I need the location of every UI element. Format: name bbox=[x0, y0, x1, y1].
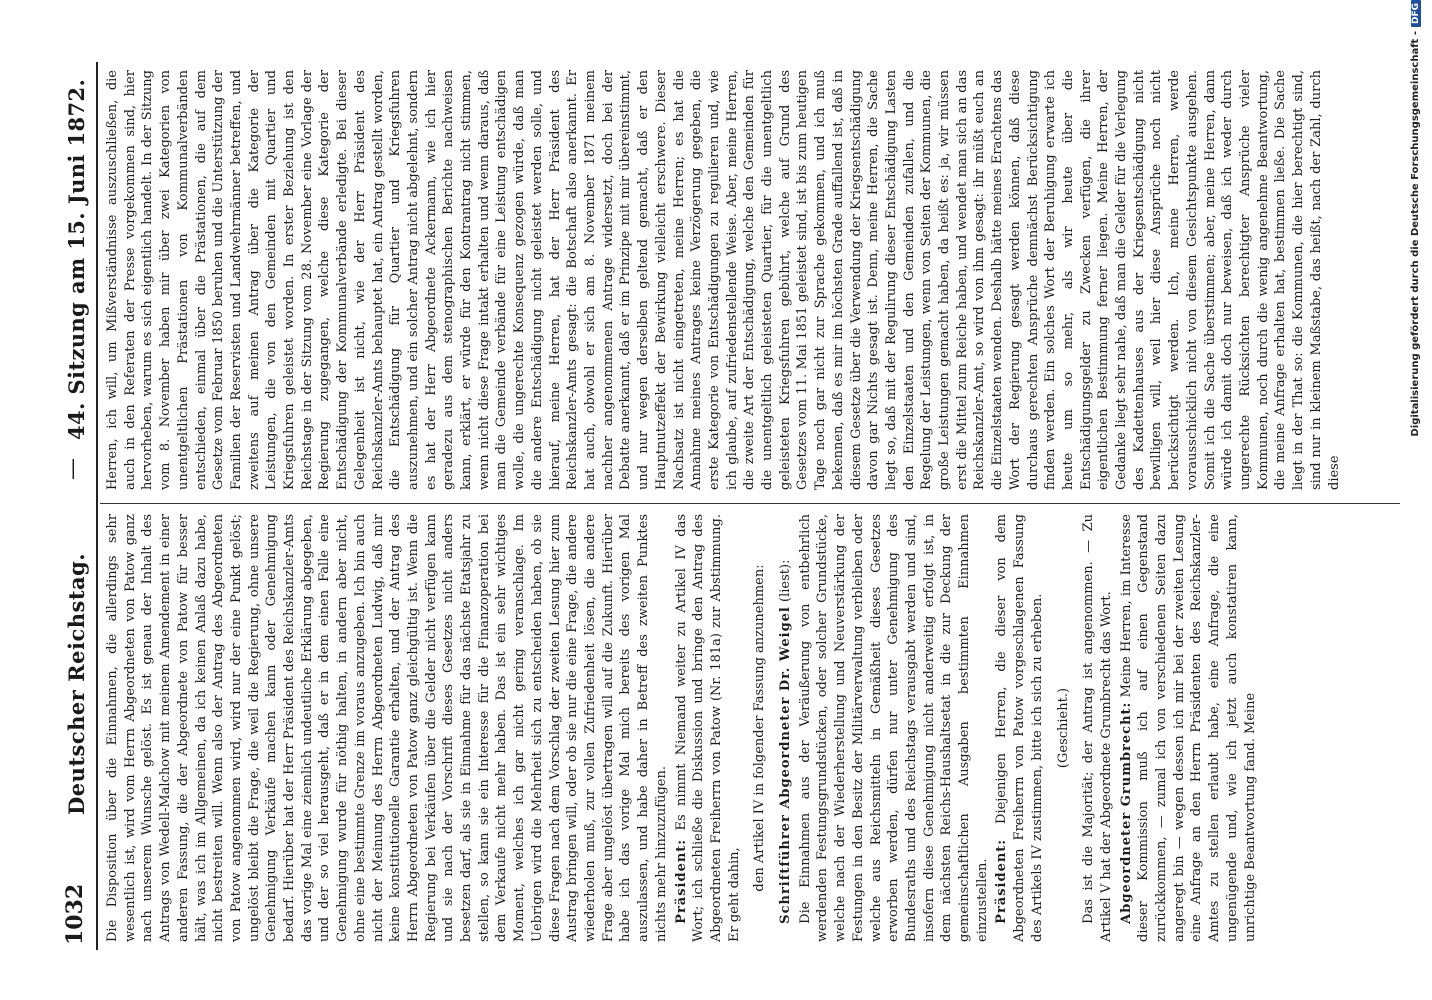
paragraph bbox=[777, 514, 795, 942]
header-dash: — bbox=[60, 458, 85, 480]
running-title-right: 44. Sitzung am 15. Juni 1872. bbox=[64, 78, 89, 440]
paragraph: Das ist die Majorität; der Antrag ist angenommen. — Zu Artikel V hat der Abgeordnete Grumbrecht das Wort. bbox=[1081, 514, 1114, 942]
column-rule bbox=[100, 503, 1400, 504]
speech-text: Diejenigen Herren, die dieser von dem Abgeordneten Freiherrn von Patow vorgeschlagenen Fassung des Artikels IV zustimmen, bitte ich sich zu erheben. bbox=[994, 514, 1045, 942]
speech-text: Meine Herren, im Interesse dieser Kommission muß ich auf einen Gegenstand zurückkommen, — zumal ich von verschiedenen Seiten dazu angeregt bin — wegen dessen ich mir bei der zweiten Lesung eine Anfrage an den Herrn Präsidenten des Reichskanzler-Amtes zu stellen erlaubt habe, eine Anfrage, die eine ungenügende und, wie ich jetzt auch konstatiren kann, unrichtige Beantwortung fand. Meine bbox=[1118, 514, 1258, 942]
stage-direction: (Geschieht.) bbox=[1055, 687, 1071, 769]
header-rule bbox=[96, 62, 98, 950]
right-column bbox=[104, 70, 1345, 490]
dfg-logo: DFG bbox=[1411, 0, 1421, 27]
page-header bbox=[60, 70, 90, 945]
speaker-name: Präsident: bbox=[673, 838, 689, 924]
speaker-name: Abgeordneter Grumbrecht: bbox=[1118, 701, 1134, 924]
paragraph bbox=[673, 514, 744, 942]
speech-text: Es nimmt Niemand weiter zu Artikel IV das Wort; ich schließe die Diskussion und bringe den Antrag des Abgeordneten Freiherrn von Patow (Nr. 181a) zur Abstimmung. Er geht dahin, bbox=[673, 514, 742, 942]
digitization-credit bbox=[1410, 0, 1428, 1000]
paragraph bbox=[1118, 514, 1260, 942]
running-title-left: Deutscher Reichstag. bbox=[64, 552, 89, 815]
speech-text: (liest): bbox=[778, 559, 794, 602]
paragraph: Die Disposition über die Einnahmen, die allerdings sehr wesentlich ist, wird vom Herrn Abgeordneten von Patow ganz nach unserem Wunsche gelöst. Es ist genau der Inhalt des Antrags von Wedell-Malchow mit meinem Amendement in einer anderen Fassung, die der Abgeordnete von Patow für besser hält, was ich im Allgemeinen, da ich keinen Anlaß dazu habe, nicht bestreiten will. Wenn also der Antrag des Abgeordneten von Patow angenommen wird, wird nur der eine Punkt gelöst; ungelöst bleibt die Frage, die weil die Regierung, ohne unsere Genehmigung Verkäufe machen kann oder Genehmigung bedarf. Hierüber hat der Herr Präsident des Reichskanzler-Amts das vorige Mal eine ziemlich undeutliche Erklärung abgegeben, und der so viel herausgeht, daß er in dem einen Falle eine Genehmigung wurde für nöthig halten, in andern aber nicht, ohne eine bestimmte Grenze im voraus anzugeben. Ich bin auch nicht der Meinung des Herrn Abgeordneten Ludwig, daß mir keine konstitutionelle Garantie erhalten, und der Antrag des Herrn Abgeordneten von Patow ganz gleichgültig ist. Wenn die Regierung bei Verkäufen über die Gelder nicht verfügen kann und sie nach der Vorschrift dieses Gesetzes nicht anders besetzen darf, als sie in Einnahme für das nächste Etatsjahr zu stellen, so kann sie ein Interesse für die Finanzoperation bei dem Verkaufe nicht mehr haben. Das ist ein sehr wichtiges Moment, welches ich gar nicht gering veranschlage. Im Uebrigen wird die Mehrheit sich zu entscheiden haben, ob sie diese Fragen nach dem Vorschlag der zweiten Lesung hier zum Austrag bringen will, oder ob sie nur die eine Frage, die andere wiederholen muß, zur vollen Zufriedenheit lösen, die andere Frage aber ungelöst übertragen will auf die Zukunft. Hierüber habe ich das vorige Mal mich bereits des vorigen Mal auszulassen, und habe daher in Betreff des zweiten Punktes nichts mehr hinzuzufügen. bbox=[105, 514, 669, 942]
paragraph: den Artikel IV in folgender Fassung anzunehmen: bbox=[752, 564, 768, 892]
quoted-text: Die Einnahmen aus der Veräußerung von entbehrlich werdenden Festungsgrundstücken, oder solcher Grundstücke, welche nach der Wiederherstellung und Neuverstärkung der Festungen in den Besitz der Militärverwaltung verbleiben oder welche aus Reichsmitteln in Gemäßheit dieses Gesetzes erworben werden, dürfen nur unter Genehmigung des Bundesraths und des Reichstags verausgabt werden und sind, insofern diese Genehmigung nicht anderweitig erfolgt ist, in dem nächsten Reichs-Haushaltsetat in die zur Deckung der gemeinschaftlichen Ausgaben bestimmten Einnahmen einzustellen. bbox=[797, 514, 990, 942]
paragraph: Herren, ich will, um Mißverständnisse auszuschließen, die auch in den Referaten der Presse vorgekommen sind, hier hervorheben, warum es sich eigentlich handelt. In der Sitzung vom 8. November haben mir über zwei Kategorien von unentgeltlichen Prästationen von Kommunalverbänden entschieden, einmal über die Prästationen, die auf dem Gesetze vom Februar 1850 beruhen und die Unterstützung der Familien der Reservisten und Landwehrmänner betreffen, und zweitens auf meinen Antrag über die Kategorie der Leistungen, die von den Gemeinden mit Quartier und Kriegsfuhren geleistet worden. In erster Beziehung ist den Reichstage in der Sitzung vom 28. November eine Vorlage der Regierung zugegangen, welche diese Kategorie der Entschädigung der Kommunalverbände erledigte. Bei dieser Gelegenheit ist nicht, wie der Herr Präsident des Reichskanzler-Amts behauptet hat, ein Antrag gestellt worden, die Entschädigung für Quartier und Kriegsfuhren auszunehmen, und ein solcher Antrag nicht abgelehnt, sondern es hat der Herr Abgeordnete Ackermann, wie ich hier geradezu aus dem stenographischen Berichte nachweisen kann, erklärt, er würde für den Kontrantrag nicht stimmen, wenn nicht diese Frage intakt erhalten und wenn daraus, daß man die Gemeinde verbände für eine Leistung entschädigen wolle, die ungerechte Konsequenz gezogen würde, daß man die andere Entschädigung nicht geleistet werden solle, und hierauf, meine Herren, hat der Herr Präsident des Reichskanzler-Amts gesagt: die Botschaft also anerkannt. Er hat auch, obwohl er sich am 8. November 1871 meinem nachher angenommenen Antrage widersetzt, doch bei der Debatte anerkannt, daß er im Prinzipe mit mir übereinstimmt, und nur wegen derselben geltend gemacht, daß er den Hauptnutzeffekt der Bewirkung vielleicht erschwere. Dieser Nachsatz ist nicht eingetreten, meine Herren; es hat die Annahme meines Antrages keine Verzögerung gegeben, die erste Kategorie von Entschädigungen zu regulieren und, wie ich glaube, auf zufriedenstellende Weise. Aber, meine Herren, die zweite Art der Entschädigung, welche den Gemeinden für die unentgeltlich geleisteten Quartier, für die unentgeltlich geleisteten Kriegsfuhren gebührt, welche auf Grund des Gesetzes vom 11. Mai 1851 geleistet sind, ist bis zum heutigen Tage noch gar nicht zur Sprache gekommen, und ich muß bekennen, daß es mir im höchsten Grade auffallend ist, daß in diesem Gesetze über die Verwendung der Kriegsentschädigung davon gar Nichts gesagt ist. Denn, meine Herren, die Sache liegt so, daß mit der Regulirung dieser Entschädigung Lasten den Einzelstaaten und den Gemeinden zufallen, und die Regelung der Leistungen, wenn von Seiten der Kommunen, die große Leistungen gemacht haben, da heißt es: ja, wir müssen erst die Mittel zum Reiche haben, und wendet man sich an das Reichskanzler-Amt, so wird von ihm gesagt: ihr müßt euch an die Einzelstaaten wenden. Deshalb hätte meines Erachtens das Wort der Regierung gesagt werden können, daß diese durchaus gerechten Ansprüche demnächst Berücksichtigung finden werden. Ein solches Wort der Beruhigung erwarte ich heute um so mehr, als wir heute über die Entschädigungsgelder zu Zwecken verfügen, die ihrer eigentlichen Bestimmung ferner liegen. Meine Herren, der Gedanke liegt sehr nahe, daß man die Gelder für die Verlegung des Kadettenhauses aus der Kriegsentschädigung nicht bewilligen will, weil hier diese Ansprüche noch nicht berücksichtigt werden. Ich, meine Herren, werde vorausschicklich nicht von diesem Gesichtspunkte ausgehen. Somit ich die Sache überstimmen; aber, meine Herren, dann würde ich damit doch nur beweisen, daß ich weder durch ungerechte Rücksichten berechtigter Ansprüche vieler Kommunen, noch durch die wenig angenehme Beantwortung, die meine Anfrage erhalten hat, bestimmen ließe. Die Sache liegt in der That so: die Kommunen, die hier berechtigt sind, sind nur in kleinem Maßstabe, das heißt, nach der Zahl, durch diese bbox=[105, 70, 1342, 490]
credit-text: Digitalisierung gefördert durch die Deutsche Forschungsgemeinschaft - bbox=[1410, 31, 1421, 437]
page-number: 1032 bbox=[62, 883, 88, 945]
speaker-name: Schriftführer Abgeordneter Dr. Weigel bbox=[778, 606, 794, 924]
paragraph bbox=[993, 514, 1046, 942]
speaker-name: Präsident: bbox=[994, 838, 1010, 924]
left-column bbox=[104, 514, 1261, 942]
